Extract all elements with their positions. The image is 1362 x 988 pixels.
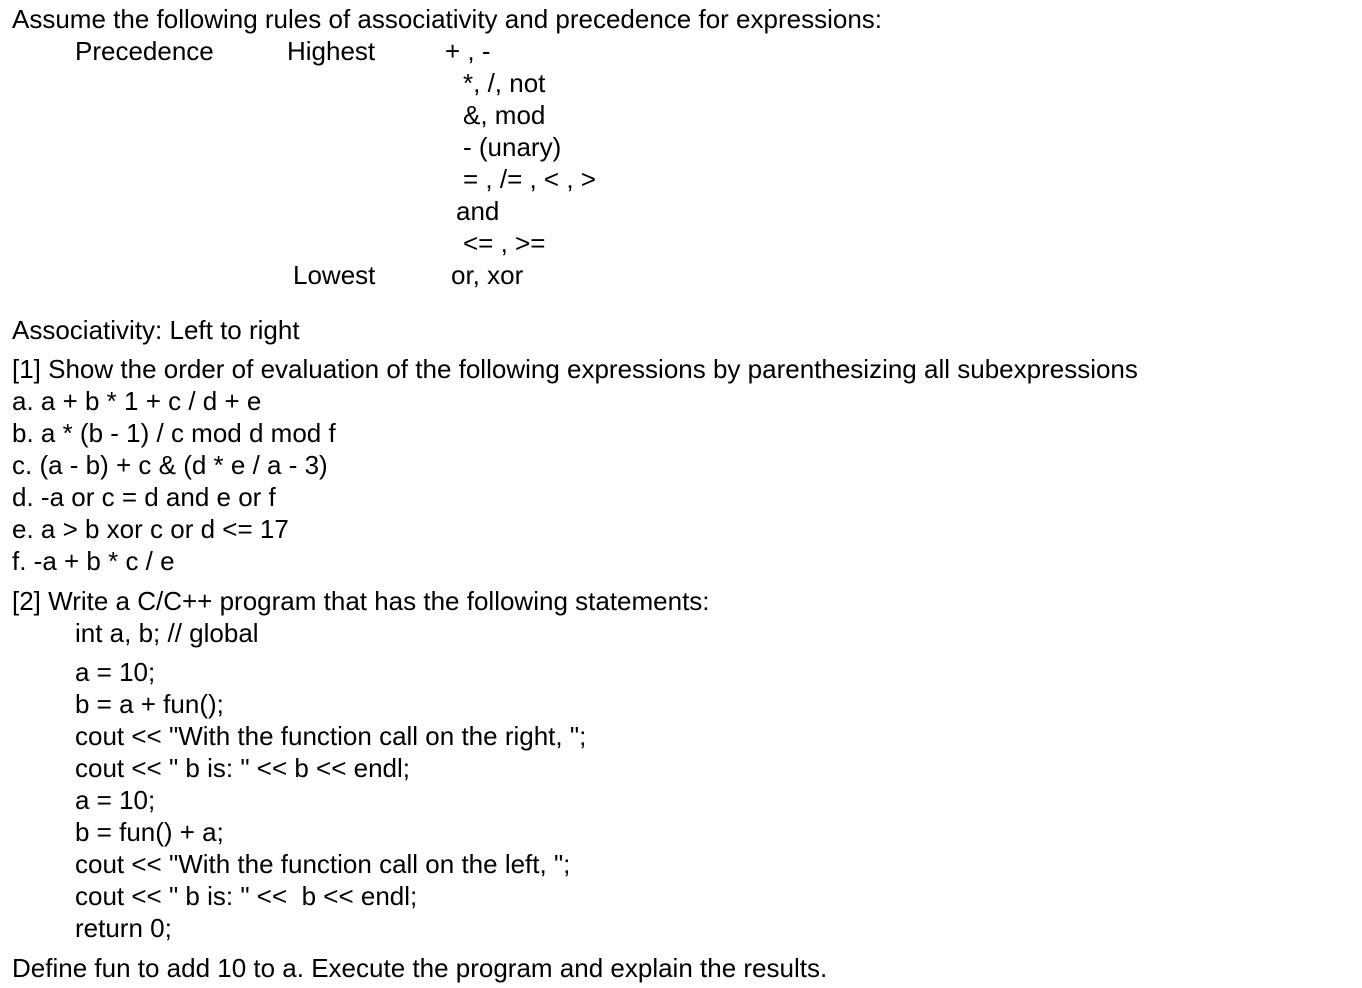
precedence-level: - (unary) xyxy=(463,132,562,162)
precedence-label: Precedence xyxy=(75,36,214,66)
precedence-level: or, xor xyxy=(451,260,524,290)
code-line: int a, b; // global xyxy=(75,618,259,648)
expression-item: b. a * (b - 1) / c mod d mod f xyxy=(12,418,336,448)
precedence-level: *, /, not xyxy=(463,68,546,98)
code-line: return 0; xyxy=(75,913,172,943)
expression-item: e. a > b xor c or d <= 17 xyxy=(12,514,289,544)
code-line: a = 10; xyxy=(75,785,156,815)
expression-item: a. a + b * 1 + c / d + e xyxy=(12,386,262,416)
code-line: cout << "With the function call on the left, "; xyxy=(75,849,571,879)
expression-item: f. -a + b * c / e xyxy=(12,546,175,576)
expression-item: c. (a - b) + c & (d * e / a - 3) xyxy=(12,450,328,480)
code-line: b = a + fun(); xyxy=(75,689,224,719)
code-line: a = 10; xyxy=(75,657,156,687)
precedence-level: <= , >= xyxy=(463,228,546,258)
precedence-level: &, mod xyxy=(463,100,546,130)
highest-label: Highest xyxy=(287,36,376,66)
code-line: cout << "With the function call on the right, "; xyxy=(75,721,587,751)
question-1-prompt: [1] Show the order of evaluation of the following expressions by parenthesizing all subexpressions xyxy=(12,354,1138,384)
code-line: cout << " b is: " << b << endl; xyxy=(75,753,411,783)
expression-item: d. -a or c = d and e or f xyxy=(12,482,276,512)
code-line: cout << " b is: " << b << endl; xyxy=(75,881,418,911)
code-line: b = fun() + a; xyxy=(75,817,224,847)
lowest-label: Lowest xyxy=(293,260,376,290)
precedence-level: = , /= , < , > xyxy=(463,164,596,194)
precedence-level: and xyxy=(456,196,500,226)
question-2-prompt: [2] Write a C/C++ program that has the following statements: xyxy=(12,586,710,616)
closing-instruction: Define fun to add 10 to a. Execute the program and explain the results. xyxy=(12,953,828,983)
intro-text: Assume the following rules of associativity and precedence for expressions: xyxy=(12,4,882,34)
precedence-level: + , - xyxy=(445,36,491,66)
associativity-text: Associativity: Left to right xyxy=(12,315,300,345)
